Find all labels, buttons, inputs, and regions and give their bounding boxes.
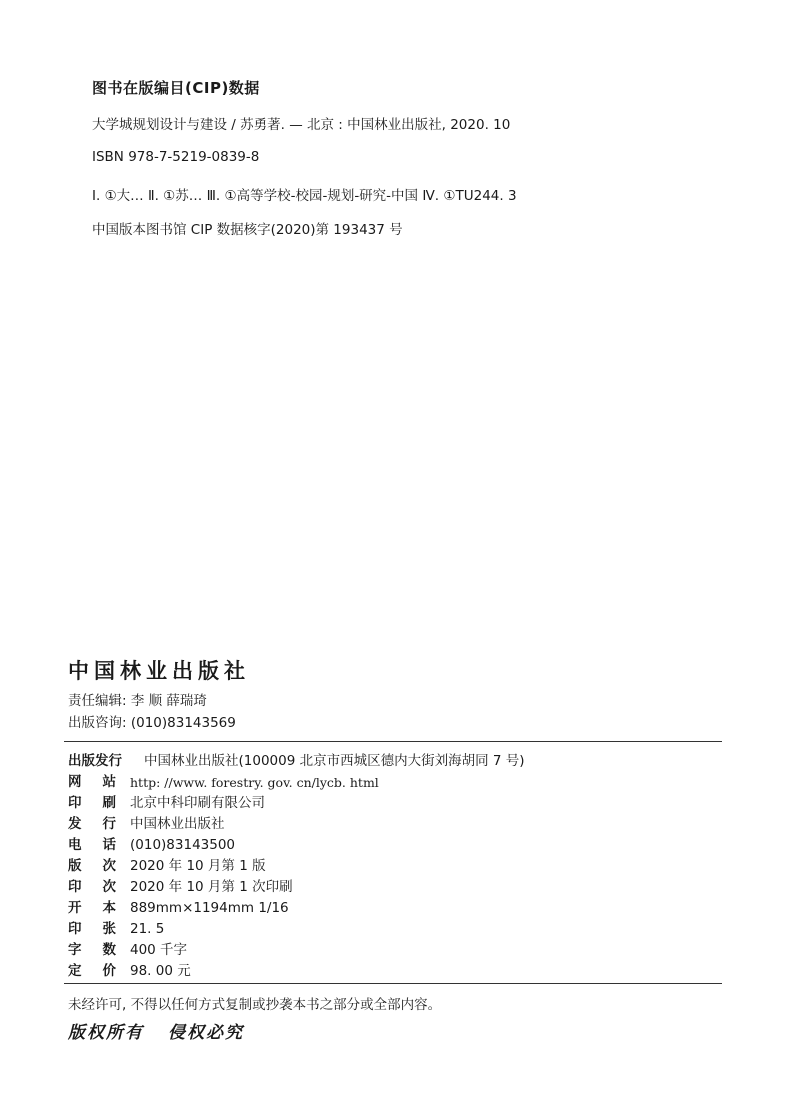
info-label: 印 次	[68, 879, 116, 895]
info-label: 定 价	[68, 963, 116, 979]
info-value: (010)83143500	[130, 837, 236, 853]
info-row-format	[68, 898, 525, 919]
cip-bibliographic-line: 大学城规划设计与建设 / 苏勇著. — 北京 : 中国林业出版社, 2020. 10	[92, 117, 511, 133]
divider-top	[64, 741, 722, 742]
info-label: 印 张	[68, 921, 116, 937]
info-value: 北京中科印刷有限公司	[130, 795, 265, 811]
info-label: 版 次	[68, 858, 116, 874]
divider-bottom	[64, 983, 722, 984]
info-label: 出版发行	[68, 753, 122, 769]
info-value: 21. 5	[130, 921, 165, 937]
info-value: 2020 年 10 月第 1 次印刷	[130, 879, 293, 895]
info-row-sheets	[68, 919, 525, 940]
cip-subject-headings: Ⅰ. ①大… Ⅱ. ①苏… Ⅲ. ①高等学校-校园-规划-研究-中国 Ⅳ. ①TU244. 3	[92, 188, 517, 204]
info-value: 889mm×1194mm 1/16	[130, 900, 289, 916]
cip-isbn: ISBN 978-7-5219-0839-8	[92, 149, 260, 165]
info-row-price	[68, 961, 525, 982]
responsible-editors: 责任编辑: 李 顺 薛瑞琦	[68, 693, 207, 709]
copy-notice: 未经许可, 不得以任何方式复制或抄袭本书之部分或全部内容。	[68, 997, 442, 1013]
info-row-edition	[68, 856, 525, 877]
info-row-word-count	[68, 940, 525, 961]
publisher-logo: 中国林业出版社	[68, 658, 250, 683]
info-row-publisher	[68, 751, 525, 772]
publication-info-table	[68, 751, 525, 982]
publishing-consultation: 出版咨询: (010)83143569	[68, 715, 236, 731]
info-label: 开 本	[68, 900, 116, 916]
website-link[interactable]: http: //www. forestry. gov. cn/lycb. html	[130, 775, 379, 790]
cip-title: 图书在版编目(CIP)数据	[92, 79, 260, 97]
rights-right: 侵权必究	[168, 1023, 244, 1043]
info-label: 电 话	[68, 837, 116, 853]
info-label: 发 行	[68, 816, 116, 832]
info-row-website	[68, 772, 525, 793]
cip-record-number: 中国版本图书馆 CIP 数据核字(2020)第 193437 号	[92, 222, 403, 238]
info-row-printer	[68, 793, 525, 814]
info-value: 98. 00 元	[130, 963, 191, 979]
info-label: 字 数	[68, 942, 116, 958]
info-value: 2020 年 10 月第 1 版	[130, 858, 266, 874]
info-value: 400 千字	[130, 942, 188, 958]
rights-left: 版权所有	[68, 1023, 144, 1043]
info-label: 网 站	[68, 774, 116, 790]
info-value: 中国林业出版社	[130, 816, 225, 832]
info-value: 中国林业出版社(100009 北京市西城区德内大街刘海胡同 7 号)	[144, 753, 525, 769]
info-row-printing	[68, 877, 525, 898]
info-label: 印 刷	[68, 795, 116, 811]
rights-reserved	[68, 1018, 244, 1043]
info-row-phone	[68, 835, 525, 856]
info-row-distributor	[68, 814, 525, 835]
